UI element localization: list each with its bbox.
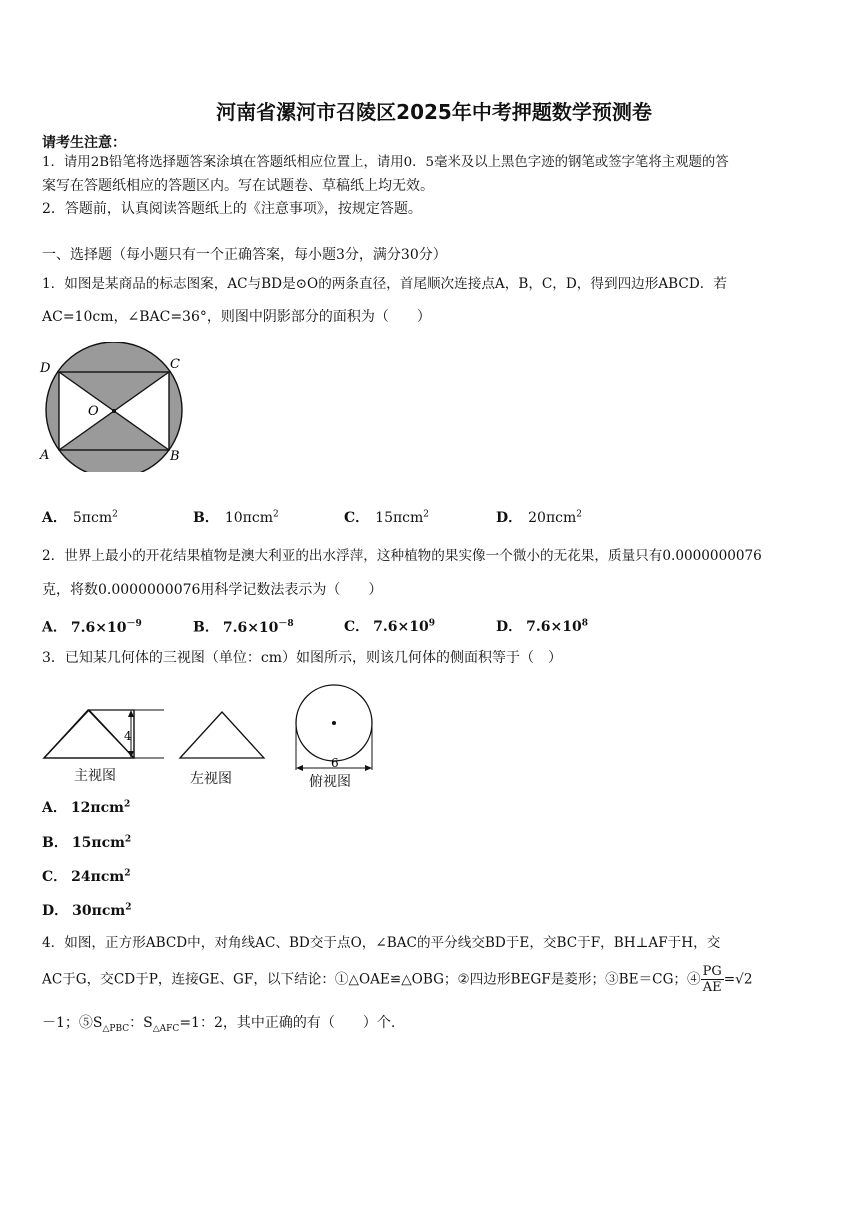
q4-line-2-tail: =√2	[723, 971, 753, 988]
q2-option-d[interactable]: D． $7.6\times 10^8$	[496, 618, 588, 635]
q3-option-b[interactable]: B． 15πcm$^2$	[42, 834, 132, 851]
q2-option-a[interactable]: A． $7.6\times 10^{-9}$	[42, 619, 142, 636]
q4-line-1: 4．如图，正方形ABCD中，对角线AC、BD交于点O，∠BAC的平分线交BD于E，交BC于F，BH⊥AF于H，交	[42, 935, 721, 951]
q2-option-c[interactable]: C． $7.6\times 10^9$	[344, 618, 435, 635]
q4-fraction: $\frac{PG}{AE}$	[702, 964, 722, 995]
q1-circle-figure	[36, 342, 196, 472]
notice-line-2: 案写在答题纸相应的答题区内。写在试题卷、草稿纸上均无效。	[42, 178, 434, 194]
q2-line-1: 2．世界上最小的开花结果植物是澳大利亚的出水浮萍，这种植物的果实像一个微小的无花果，质量只有0.0000000076	[42, 548, 762, 564]
q1-option-a[interactable]: A． 5πcm$^2$	[42, 509, 118, 526]
q1-option-b[interactable]: B． 10πcm$^2$	[193, 509, 279, 526]
q3-option-a[interactable]: A． 12πcm$^2$	[42, 799, 131, 816]
notice-line-1: 1．请用2B铅笔将选择题答案涂填在答题纸相应位置上，请用0．5毫米及以上黑色字迹的钢笔或签字笔将主观题的答	[42, 155, 729, 170]
q1-label-A: A	[40, 448, 50, 463]
q1-label-B: B	[170, 449, 180, 464]
q4-line-2-text: AC于G，交CD于P，连接GE、GF，以下结论：①△OAE≌△OBG；②四边形BEGF是菱形；③BE＝CG；④	[42, 971, 701, 988]
q3-diameter-value: 6	[331, 756, 339, 770]
q1-label-C: C	[170, 357, 180, 372]
q4-line-2	[42, 964, 752, 995]
q2-line-2: 克，将数0.0000000076用科学记数法表示为（ ）	[42, 582, 383, 598]
q1-label-O: O	[88, 404, 99, 419]
q3-top-view-label: 俯视图	[309, 774, 351, 790]
q1-option-c[interactable]: C． 15πcm$^2$	[344, 509, 430, 526]
q3-line-1: 3．已知某几何体的三视图（单位：cm）如图所示，则该几何体的侧面积等于（ ）	[42, 650, 563, 666]
q3-front-view-label: 主视图	[74, 768, 116, 784]
notice-heading: 请考生注意：	[42, 135, 126, 151]
q1-line-1: 1．如图是某商品的标志图案，AC与BD是⊙O的两条直径，首尾顺次连接点A，B，C，D，得到四边形ABCD．若	[42, 276, 727, 292]
q3-left-view-label: 左视图	[190, 771, 232, 787]
q4-line-3: －1；$⑤S_{\triangle PBC}$：$S_{\triangle AFC}=1$：2，其中正确的有（ ）个.	[42, 1015, 396, 1034]
q2-option-b[interactable]: B． $7.6\times 10^{-8}$	[193, 619, 294, 636]
notice-line-3: 2．答题前，认真阅读答题纸上的《注意事项》，按规定答题。	[42, 201, 422, 217]
q3-option-c[interactable]: C． 24πcm$^2$	[42, 868, 131, 885]
q1-line-2: AC=10cm，∠BAC=36°，则图中阴影部分的面积为（ ）	[42, 309, 431, 325]
q1-label-D: D	[40, 361, 51, 376]
q3-height-value: 4	[124, 729, 132, 743]
q1-option-d[interactable]: D． 20πcm$^2$	[496, 509, 583, 526]
q3-option-d[interactable]: D． 30πcm$^2$	[42, 902, 132, 919]
section-heading: 一、选择题（每小题只有一个正确答案，每小题3分，满分30分）	[42, 247, 447, 263]
page-title: 河南省漯河市召陵区2025年中考押题数学预测卷	[216, 100, 652, 124]
